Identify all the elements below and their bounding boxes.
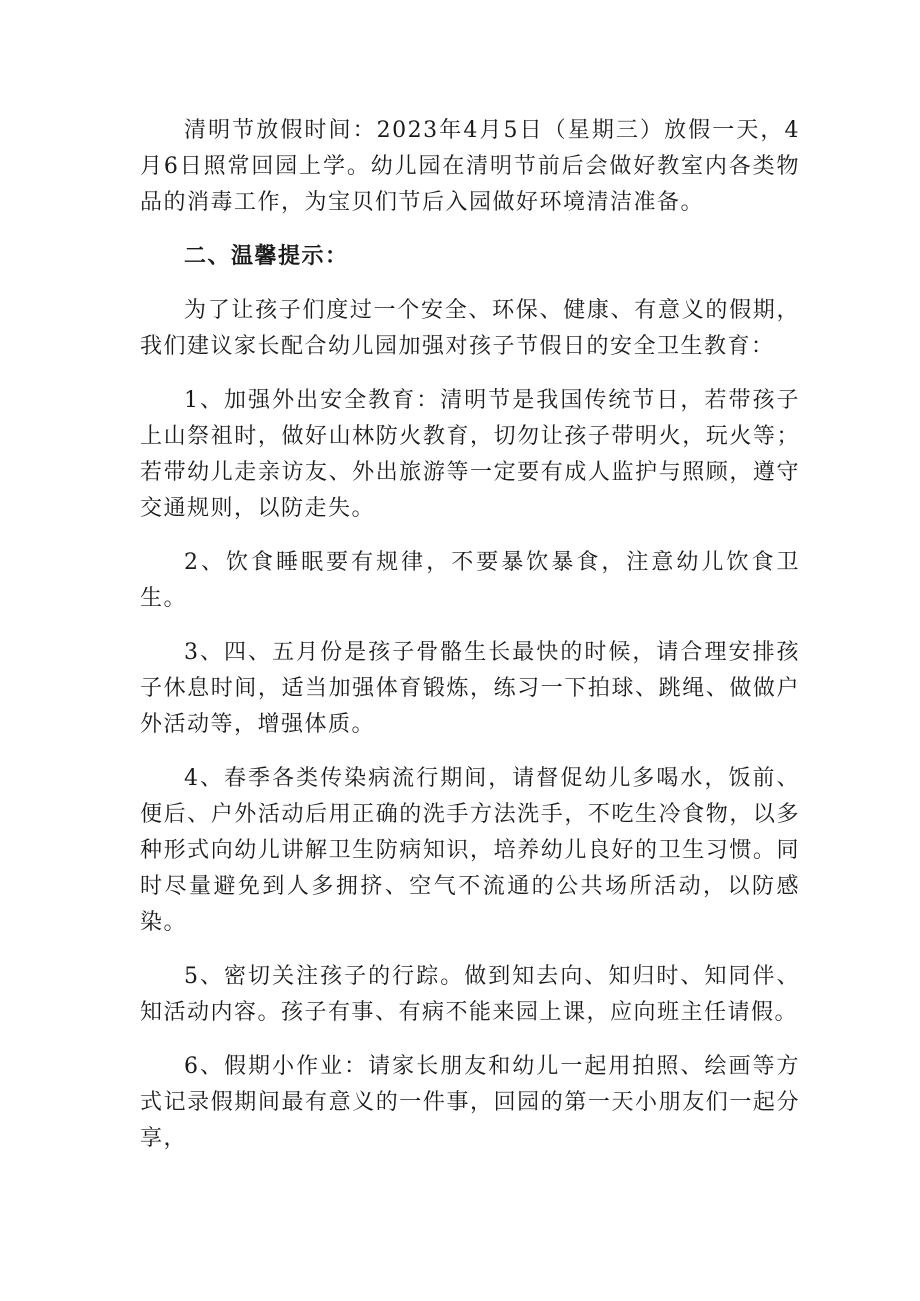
- tip-3-paragraph: 3、四、五月份是孩子骨骼生长最快的时候，请合理安排孩子休息时间，适当加强体育锻炼，练习一下拍球、跳绳、做做户外活动等，增强体质。: [140, 640, 800, 737]
- tip-6-paragraph: 6、假期小作业：请家长朋友和幼儿一起用拍照、绘画等方式记录假期间最有意义的一件事，回园的第一天小朋友们一起分享，: [140, 1054, 800, 1151]
- intro-paragraph: 为了让孩子们度过一个安全、环保、健康、有意义的假期，我们建议家长配合幼儿园加强对孩子节假日的安全卫生教育：: [140, 298, 800, 359]
- document-body: [140, 113, 800, 1175]
- holiday-time-paragraph: 清明节放假时间：2023年4月5日（星期三）放假一天，4月6日照常回园上学。幼儿园在清明节前后会做好教室内各类物品的消毒工作，为宝贝们节后入园做好环境清洁准备。: [140, 118, 800, 215]
- tip-4-paragraph: 4、春季各类传染病流行期间，请督促幼儿多喝水，饭前、便后、户外活动后用正确的洗手方法洗手，不吃生冷食物，以多种形式向幼儿讲解卫生防病知识，培养幼儿良好的卫生习惯。同时尽量避免到人多拥挤、空气不流通的公共场所活动，以防感染。: [140, 766, 800, 935]
- tip-2-paragraph: 2、饮食睡眠要有规律，不要暴饮暴食，注意幼儿饮食卫生。: [140, 550, 800, 611]
- section-two-heading: 二、温馨提示：: [184, 244, 349, 269]
- tip-1-paragraph: 1、加强外出安全教育：清明节是我国传统节日，若带孩子上山祭祖时，做好山林防火教育，切勿让孩子带明火，玩火等；若带幼儿走亲访友、外出旅游等一定要有成人监护与照顾，遵守交通规则，以防走失。: [140, 388, 800, 521]
- tip-5-paragraph: 5、密切关注孩子的行踪。做到知去向、知归时、知同伴、知活动内容。孩子有事、有病不能来园上课，应向班主任请假。: [140, 964, 800, 1025]
